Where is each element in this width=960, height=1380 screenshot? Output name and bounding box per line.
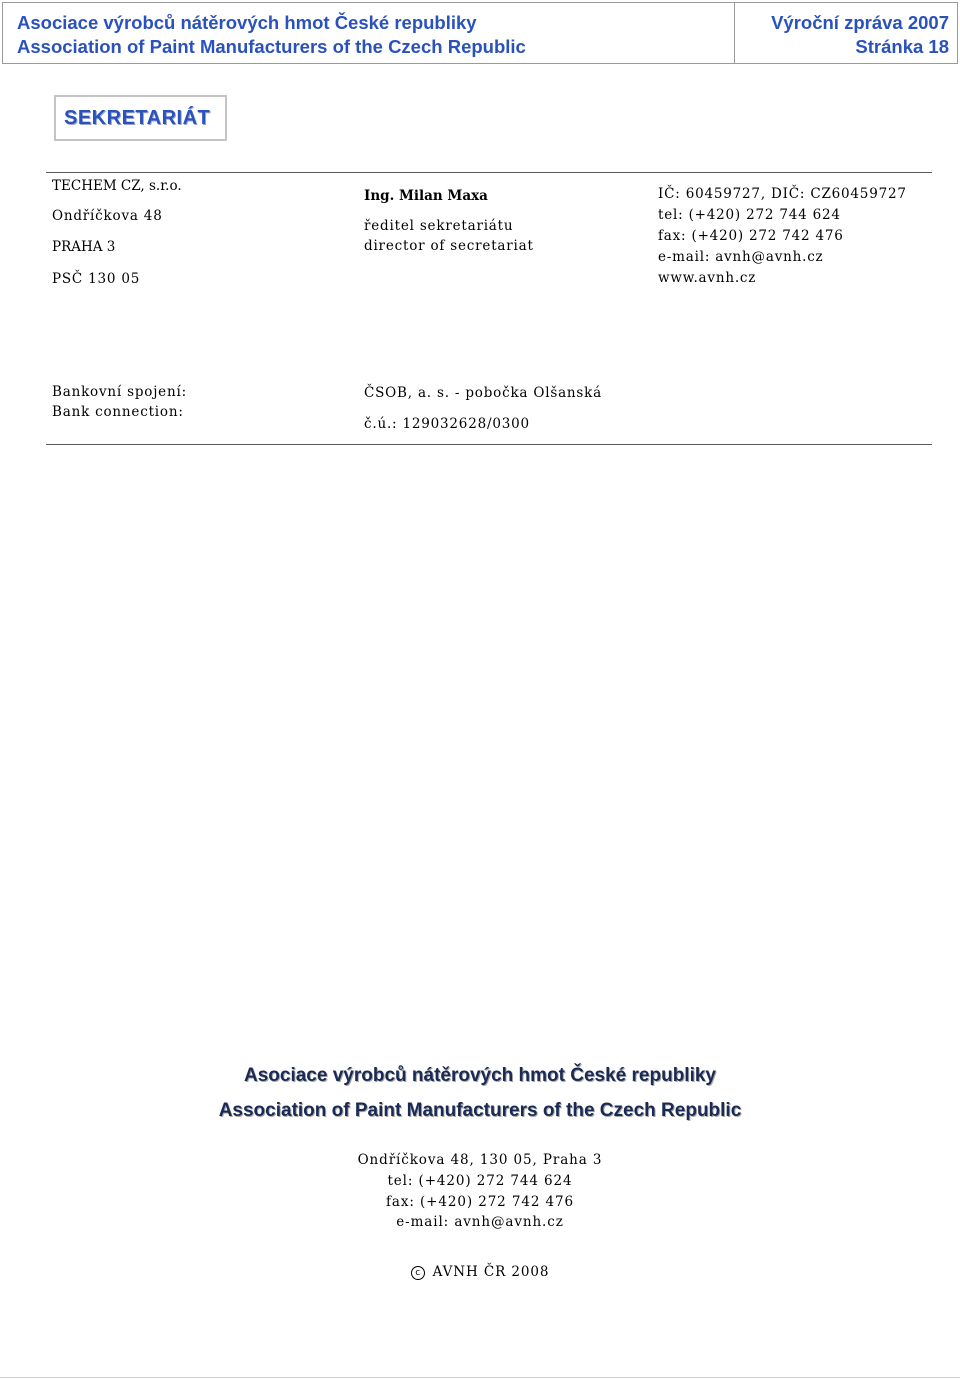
contact-email: e-mail: avnh@avnh.cz: [658, 249, 824, 265]
bottom-edge: [0, 1377, 960, 1378]
header-organization: [3, 3, 735, 63]
bank-divider: [46, 444, 932, 445]
address-city: PRAHA 3: [52, 239, 116, 255]
company-ids: IČ: 60459727, DIČ: CZ60459727: [658, 186, 907, 202]
bank-name: ČSOB, a. s. - pobočka Olšanská: [364, 385, 602, 401]
footer-org-english: Association of Paint Manufacturers of the Czech Republic: [218, 1100, 742, 1121]
footer-org-czech: Asociace výrobců nátěrových hmot České republiky: [243, 1065, 716, 1086]
footer-tel: tel: (+420) 272 744 624: [387, 1173, 573, 1189]
header-page-number: Stránka 18: [855, 36, 949, 57]
header-report-info: [736, 3, 957, 63]
footer-address: Ondříčkova 48, 130 05, Praha 3: [357, 1152, 603, 1168]
bank-label-czech: Bankovní spojení:: [52, 384, 187, 400]
footer-email: e-mail: avnh@avnh.cz: [396, 1214, 564, 1230]
footer-fax: fax: (+420) 272 742 476: [386, 1194, 574, 1210]
bank-label-english: Bank connection:: [52, 404, 184, 420]
person-name: Ing. Milan Maxa: [364, 188, 488, 204]
footer-copyright: [0, 1264, 960, 1280]
address-street: Ondříčkova 48: [52, 208, 163, 224]
copyright-icon: c: [411, 1266, 425, 1280]
contact-tel: tel: (+420) 272 744 624: [658, 207, 841, 223]
contact-fax: fax: (+420) 272 742 476: [658, 228, 844, 244]
company-name: TECHEM CZ, s.r.o.: [52, 178, 182, 194]
section-title: SEKRETARIÁT: [64, 107, 211, 129]
header-report-title: Výroční zpráva 2007: [771, 12, 949, 33]
person-role-english: director of secretariat: [364, 238, 534, 254]
address-zip: PSČ 130 05: [52, 271, 141, 287]
bank-account: č.ú.: 129032628/0300: [364, 416, 530, 432]
contact-web: www.avnh.cz: [658, 270, 757, 286]
person-role-czech: ředitel sekretariátu: [364, 218, 514, 234]
header-org-english: Association of Paint Manufacturers of the Czech Republic: [17, 36, 526, 57]
page-header: [2, 2, 958, 64]
header-org-czech: Asociace výrobců nátěrových hmot České republiky: [17, 12, 477, 33]
top-divider: [46, 172, 932, 173]
section-title-box: [54, 95, 227, 141]
copyright-text: AVNH ČR 2008: [432, 1264, 550, 1280]
